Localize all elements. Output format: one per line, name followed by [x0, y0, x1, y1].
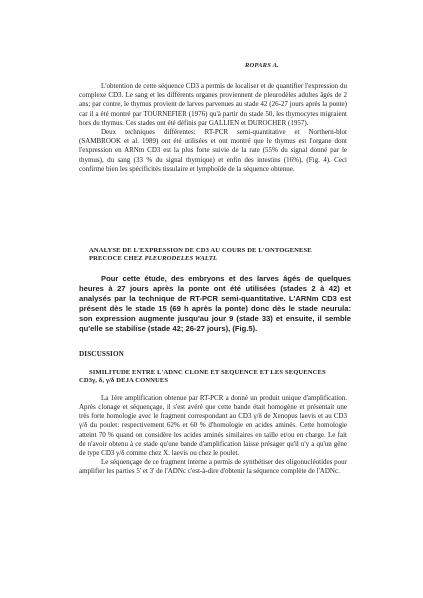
intro-paragraph-1: L'obtention de cette séquence CD3 a permis de localiser et de quantifier l'expression du complexe CD3. Le sang et les différents organes proviennent de pleurodèles adultes âgés de 2 ans; par contre, le thymus provient de larves parvenues au stade 42 (26-27 jours après la ponte) car il a été montré par TOURNEFIER (1976) qu'à partir du stade 50, les thymocytes migraient hors du thymus. Ces stades ont été définis par GALLIEN et DUROCHER (1957). [79, 82, 347, 127]
discussion-subtitle-line-2: CD3γ, δ, γ/δ DEJA CONNUES [79, 377, 169, 385]
ontogenese-paragraph: Pour cette étude, des embryons et des larves âgés de quelques heures à 27 jours après la ponte ont été utilisées (stades 2 à 42) et analysés par la technique de RT-PCR semi-quantitative. L'ARNm CD3 est présent dès le stade 15 (69 h après la ponte) donc dès le stade neurula: son expression augmente jusqu'au jour 9 (stade 33) et ensuite, il semble qu'elle se stabilise (stade 42; 26-27 jours), (Fig.5). [79, 273, 351, 333]
intro-section [79, 82, 347, 174]
running-header-author: ROPARS A. [245, 62, 279, 69]
discussion-body [79, 394, 347, 477]
discussion-paragraph-2: Le séquençage de ce fragment interne a permis de synthétiser des oligonucléotides pour amplifier les parties 5' et 3' de l'ADNc c'est-à-dire d'obtenir la séquence complète de l'ADNc. [79, 458, 347, 476]
intro-paragraph-2: Deux techniques différentes: RT-PCR semi-quantitative et Northern-blot (SAMBROOK et al. 1989) ont été utilisées et ont montré que le thymus est l'organe dont l'expression en ARNm CD3 est la plus forte suivie de la rate (55% du signal donné par le thymus), du sang (33 % du signal thymique) et enfin des intestins (16%), (Fig. 4). Ceci confirme bien les spécificités tissulaire et lymphoïde de la séquence obtenue. [79, 128, 347, 173]
ontogenese-title-line-2 [79, 255, 351, 263]
discussion-subtitle-line-1: SIMILITUDE ENTRE L'ADNC CLONE ET SEQUENCE ET LES SEQUENCES [89, 369, 326, 376]
ontogenese-title-prefix: PRECOCE CHEZ [89, 255, 145, 263]
species-name: PLEURODELES WALTL [144, 255, 218, 263]
ontogenese-section [79, 247, 351, 334]
ontogenese-title-line-1: ANALYSE DE L'EXPRESSION DE CD3 AU COURS DE L'ONTOGENESE [89, 247, 312, 254]
discussion-section [79, 350, 347, 477]
discussion-heading: DISCUSSION [79, 350, 124, 358]
discussion-paragraph-1: La 1ère amplification obtenue par RT-PCR a donné un produit unique d'amplification. Après clonage et séquençage, il s'est avéré que cette bande était homogène et présentait une très forte homologie avec le fragment correspondant au CD3 γ/δ de Xenopus laevis et au CD3 γ/δ du poulet: respectivement 62% et 60 % d'homologie en acides aminés. Cette homologie atteint 70 % quand on considère les acides aminés similaires en taille et/ou en charge. Le fait de n'avoir obtenu à ce stade qu'une bande d'amplification laisse présager qu'il n'y a qu'un gène de type CD3 γ/δ comme chez X. laevis ou chez le poulet. [79, 393, 347, 458]
